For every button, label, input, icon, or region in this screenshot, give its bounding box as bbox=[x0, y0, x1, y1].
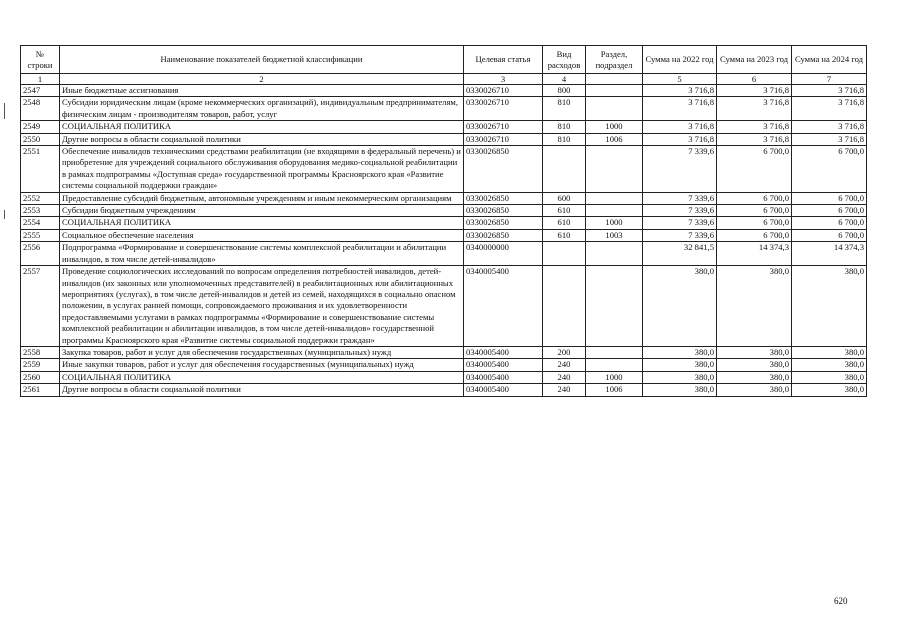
row-number: 2558 bbox=[21, 346, 60, 358]
table-row bbox=[21, 97, 867, 121]
sum-2023: 3 716,8 bbox=[717, 121, 792, 133]
row-number: 2548 bbox=[21, 97, 60, 121]
row-number: 2556 bbox=[21, 242, 60, 266]
sum-2024: 380,0 bbox=[792, 346, 867, 358]
section-code: 1000 bbox=[586, 217, 643, 229]
indicator-name: Подпрограмма «Формирование и совершенствование системы комплексной реабилитации и абилитации инвалидов, в том числе детей-инвалидов» bbox=[60, 242, 464, 266]
section-code bbox=[586, 97, 643, 121]
expense-type: 600 bbox=[543, 192, 586, 204]
indicator-name: Социальное обеспечение населения bbox=[60, 229, 464, 241]
expense-type: 810 bbox=[543, 97, 586, 121]
sum-2023: 6 700,0 bbox=[717, 229, 792, 241]
sum-2022: 3 716,8 bbox=[643, 133, 717, 145]
sum-2022: 7 339,6 bbox=[643, 146, 717, 193]
indicator-name: Проведение социологических исследований по вопросам определения потребностей инвалидов, детей-инвалидов (их законных или уполномоченных представителей) в реабилитационных или абилитационных мероприятиях (услугах), в том числе детей-инвалидов и детей из семей, находящихся в социально опасном положении, в услугах ранней помощи, сопровождаемого проживания и их удовлетворенности предоставляемыми услугами в рамках подпрограммы «Формирование и совершенствование системы комплексной реабилитации и абилитации инвалидов, в том числе детей-инвалидов» государственной программы Красноярского края «Развитие системы социальной поддержки граждан» bbox=[60, 266, 464, 347]
sum-2024: 380,0 bbox=[792, 371, 867, 383]
header-sum-2022: Сумма на 2022 год bbox=[643, 46, 717, 74]
row-number: 2551 bbox=[21, 146, 60, 193]
sum-2023: 380,0 bbox=[717, 359, 792, 371]
sum-2023: 380,0 bbox=[717, 266, 792, 347]
table-row bbox=[21, 192, 867, 204]
column-index: 7 bbox=[792, 74, 867, 85]
section-code bbox=[586, 85, 643, 97]
sum-2022: 32 841,5 bbox=[643, 242, 717, 266]
table-row bbox=[21, 85, 867, 97]
budget-table bbox=[20, 45, 867, 397]
expense-type: 610 bbox=[543, 229, 586, 241]
header-expense-type: Вид расходов bbox=[543, 46, 586, 74]
column-index: 3 bbox=[464, 74, 543, 85]
table-row bbox=[21, 146, 867, 193]
indicator-name: Субсидии юридическим лицам (кроме некоммерческих организаций), индивидуальным предпринимателям, физическим лицам - производителям товаров, работ, услуг bbox=[60, 97, 464, 121]
sum-2022: 7 339,6 bbox=[643, 205, 717, 217]
target-article: 0340005400 bbox=[464, 346, 543, 358]
section-code bbox=[586, 266, 643, 347]
sum-2024: 6 700,0 bbox=[792, 217, 867, 229]
expense-type: 810 bbox=[543, 121, 586, 133]
table-row bbox=[21, 359, 867, 371]
sum-2024: 6 700,0 bbox=[792, 146, 867, 193]
section-code: 1000 bbox=[586, 371, 643, 383]
indicator-name: СОЦИАЛЬНАЯ ПОЛИТИКА bbox=[60, 217, 464, 229]
section-code bbox=[586, 205, 643, 217]
sum-2024: 6 700,0 bbox=[792, 192, 867, 204]
target-article: 0330026850 bbox=[464, 205, 543, 217]
row-number: 2553 bbox=[21, 205, 60, 217]
column-index bbox=[586, 74, 643, 85]
target-article: 0330026850 bbox=[464, 146, 543, 193]
sum-2022: 3 716,8 bbox=[643, 121, 717, 133]
table-row bbox=[21, 229, 867, 241]
sum-2023: 6 700,0 bbox=[717, 192, 792, 204]
page-number: 620 bbox=[834, 596, 848, 606]
header-row-number: № строки bbox=[21, 46, 60, 74]
row-number: 2554 bbox=[21, 217, 60, 229]
target-article: 0340005400 bbox=[464, 384, 543, 396]
indicator-name: Иные бюджетные ассигнования bbox=[60, 85, 464, 97]
table-row bbox=[21, 242, 867, 266]
sum-2023: 3 716,8 bbox=[717, 85, 792, 97]
column-index: 4 bbox=[543, 74, 586, 85]
row-number: 2549 bbox=[21, 121, 60, 133]
sum-2023: 6 700,0 bbox=[717, 146, 792, 193]
sum-2022: 7 339,6 bbox=[643, 229, 717, 241]
header-sum-2024: Сумма на 2024 год bbox=[792, 46, 867, 74]
column-index-row bbox=[21, 74, 867, 85]
sum-2023: 6 700,0 bbox=[717, 205, 792, 217]
target-article: 0340000000 bbox=[464, 242, 543, 266]
section-code bbox=[586, 242, 643, 266]
target-article: 0340005400 bbox=[464, 371, 543, 383]
table-row bbox=[21, 217, 867, 229]
sum-2022: 380,0 bbox=[643, 266, 717, 347]
expense-type: 240 bbox=[543, 359, 586, 371]
column-index: 6 bbox=[717, 74, 792, 85]
sum-2022: 380,0 bbox=[643, 384, 717, 396]
row-number: 2557 bbox=[21, 266, 60, 347]
sum-2023: 14 374,3 bbox=[717, 242, 792, 266]
sum-2022: 380,0 bbox=[643, 371, 717, 383]
sum-2024: 3 716,8 bbox=[792, 85, 867, 97]
indicator-name: Предоставление субсидий бюджетным, автономным учреждениям и иным некоммерческим организациям bbox=[60, 192, 464, 204]
sum-2023: 3 716,8 bbox=[717, 133, 792, 145]
expense-type bbox=[543, 266, 586, 347]
indicator-name: Другие вопросы в области социальной политики bbox=[60, 133, 464, 145]
sum-2024: 14 374,3 bbox=[792, 242, 867, 266]
row-number: 2547 bbox=[21, 85, 60, 97]
sum-2024: 3 716,8 bbox=[792, 133, 867, 145]
expense-type: 610 bbox=[543, 205, 586, 217]
row-number: 2552 bbox=[21, 192, 60, 204]
table-row bbox=[21, 121, 867, 133]
sum-2022: 3 716,8 bbox=[643, 97, 717, 121]
sum-2022: 3 716,8 bbox=[643, 85, 717, 97]
table-row bbox=[21, 205, 867, 217]
sum-2023: 6 700,0 bbox=[717, 217, 792, 229]
sum-2024: 3 716,8 bbox=[792, 97, 867, 121]
sum-2024: 380,0 bbox=[792, 359, 867, 371]
sum-2023: 380,0 bbox=[717, 371, 792, 383]
scan-artifact-mark bbox=[4, 103, 5, 119]
target-article: 0340005400 bbox=[464, 359, 543, 371]
sum-2022: 380,0 bbox=[643, 346, 717, 358]
sum-2024: 6 700,0 bbox=[792, 229, 867, 241]
section-code: 1000 bbox=[586, 121, 643, 133]
sum-2024: 380,0 bbox=[792, 266, 867, 347]
header-sum-2023: Сумма на 2023 год bbox=[717, 46, 792, 74]
indicator-name: СОЦИАЛЬНАЯ ПОЛИТИКА bbox=[60, 121, 464, 133]
header-indicator-name: Наименование показателей бюджетной классификации bbox=[60, 46, 464, 74]
table-row bbox=[21, 346, 867, 358]
section-code bbox=[586, 146, 643, 193]
sum-2023: 380,0 bbox=[717, 384, 792, 396]
row-number: 2559 bbox=[21, 359, 60, 371]
section-code: 1006 bbox=[586, 384, 643, 396]
table-row bbox=[21, 384, 867, 396]
indicator-name: Другие вопросы в области социальной политики bbox=[60, 384, 464, 396]
expense-type: 200 bbox=[543, 346, 586, 358]
sum-2023: 380,0 bbox=[717, 346, 792, 358]
table-row bbox=[21, 266, 867, 347]
expense-type: 240 bbox=[543, 384, 586, 396]
indicator-name: Обеспечение инвалидов техническими средствами реабилитации (не входящими в федеральный перечень) и приобретение для учреждений социального обслуживания оборудования медико-социальной реабилитации в рамках подпрограммы «Доступная среда» государственной программы Красноярского края «Развитие системы социальной поддержки граждан» bbox=[60, 146, 464, 193]
table-row bbox=[21, 133, 867, 145]
indicator-name: СОЦИАЛЬНАЯ ПОЛИТИКА bbox=[60, 371, 464, 383]
sum-2024: 6 700,0 bbox=[792, 205, 867, 217]
indicator-name: Закупка товаров, работ и услуг для обеспечения государственных (муниципальных) нужд bbox=[60, 346, 464, 358]
expense-type: 800 bbox=[543, 85, 586, 97]
header-section: Раздел, подраздел bbox=[586, 46, 643, 74]
row-number: 2555 bbox=[21, 229, 60, 241]
target-article: 0330026850 bbox=[464, 192, 543, 204]
section-code bbox=[586, 346, 643, 358]
indicator-name: Субсидии бюджетным учреждениям bbox=[60, 205, 464, 217]
expense-type: 610 bbox=[543, 217, 586, 229]
expense-type: 240 bbox=[543, 371, 586, 383]
target-article: 0330026710 bbox=[464, 85, 543, 97]
header-row bbox=[21, 46, 867, 74]
table-body bbox=[21, 85, 867, 397]
section-code bbox=[586, 359, 643, 371]
indicator-name: Иные закупки товаров, работ и услуг для обеспечения государственных (муниципальных) нужд bbox=[60, 359, 464, 371]
target-article: 0330026850 bbox=[464, 217, 543, 229]
expense-type: 810 bbox=[543, 133, 586, 145]
target-article: 0340005400 bbox=[464, 266, 543, 347]
sum-2024: 3 716,8 bbox=[792, 121, 867, 133]
expense-type bbox=[543, 242, 586, 266]
table-row bbox=[21, 371, 867, 383]
column-index: 2 bbox=[60, 74, 464, 85]
section-code: 1006 bbox=[586, 133, 643, 145]
target-article: 0330026710 bbox=[464, 121, 543, 133]
target-article: 0330026710 bbox=[464, 133, 543, 145]
header-target-article: Целевая статья bbox=[464, 46, 543, 74]
row-number: 2550 bbox=[21, 133, 60, 145]
column-index: 5 bbox=[643, 74, 717, 85]
section-code: 1003 bbox=[586, 229, 643, 241]
sum-2023: 3 716,8 bbox=[717, 97, 792, 121]
target-article: 0330026850 bbox=[464, 229, 543, 241]
row-number: 2561 bbox=[21, 384, 60, 396]
row-number: 2560 bbox=[21, 371, 60, 383]
expense-type bbox=[543, 146, 586, 193]
sum-2022: 380,0 bbox=[643, 359, 717, 371]
sum-2022: 7 339,6 bbox=[643, 192, 717, 204]
sum-2024: 380,0 bbox=[792, 384, 867, 396]
scan-artifact-mark bbox=[4, 210, 5, 219]
target-article: 0330026710 bbox=[464, 97, 543, 121]
column-index: 1 bbox=[21, 74, 60, 85]
sum-2022: 7 339,6 bbox=[643, 217, 717, 229]
section-code bbox=[586, 192, 643, 204]
